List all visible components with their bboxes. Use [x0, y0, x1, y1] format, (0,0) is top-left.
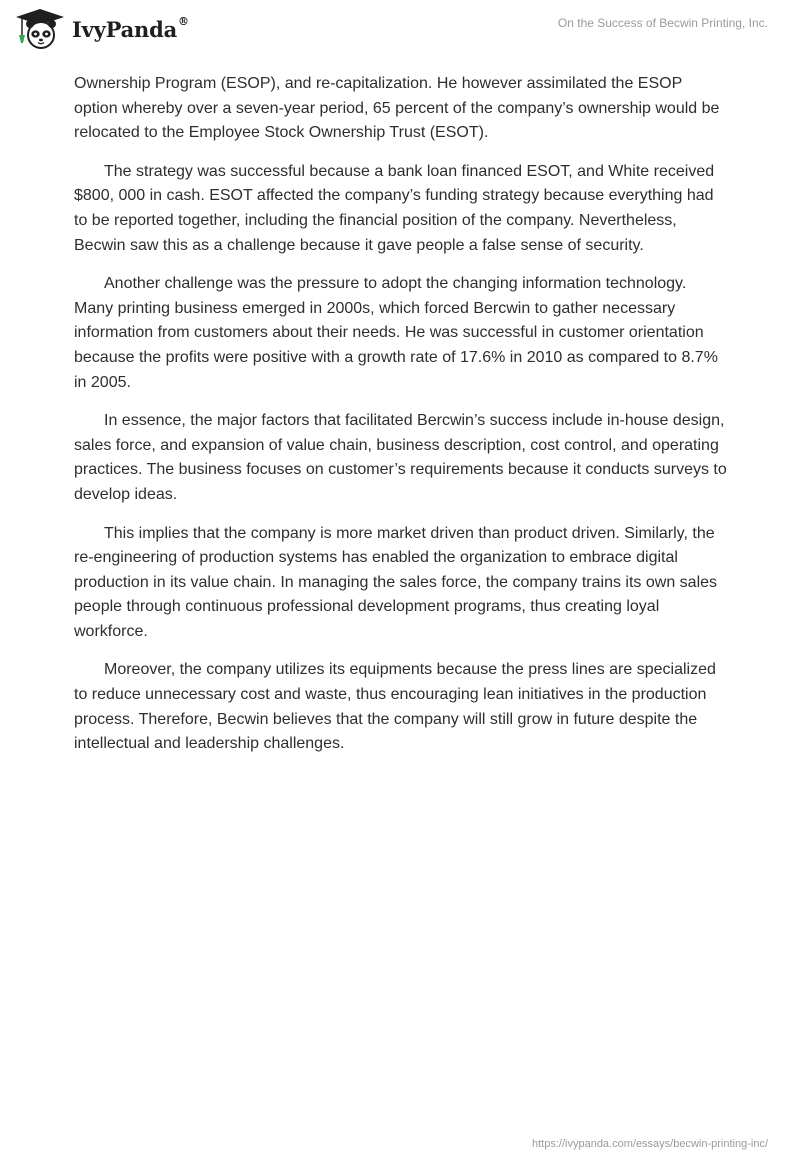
- brand-name: IvyPanda®: [72, 14, 189, 42]
- paragraph: The strategy was successful because a bank loan financed ESOT, and White received $800, 000 in cash. ESOT affected the company’s funding strategy because everything had to be reported together, including the financial position of the company. Nevertheless, Becwin saw this as a challenge because it gave people a false sense of security.: [74, 162, 715, 254]
- paragraph: Ownership Program (ESOP), and re-capitalization. He however assimilated the ESOP option whereby over a seven-year period, 65 percent of the company’s ownership would be relocated to the Employee Stock Ownership Trust (ESOT).: [74, 75, 720, 142]
- paragraph: Another challenge was the pressure to adopt the changing information technology. Many printing business emerged in 2000s, which forced Bercwin to gather necessary information from customers about their needs. He was successful in customer orientation because the profits were positive with a growth rate of 17.6% in 2010 as compared to 8.7% in 2005.: [74, 275, 718, 391]
- paragraph: Moreover, the company utilizes its equipments because the press lines are specialized to reduce unnecessary cost and waste, thus encouraging lean initiatives in the production process. Therefore, Becwin believes that the company will still grow in future despite the intellectual and leadership challenges.: [74, 661, 716, 753]
- page-header: [0, 0, 800, 60]
- panda-graduate-icon: [14, 7, 66, 51]
- document-title: On the Success of Becwin Printing, Inc.: [557, 16, 768, 30]
- essay-body: [74, 72, 728, 771]
- ivypanda-logo[interactable]: [14, 7, 189, 51]
- paragraph: In essence, the major factors that facilitated Bercwin’s success include in-house design, sales force, and expansion of value chain, business description, cost control, and operating practices. The business focuses on customer’s requirements because it conducts surveys to develop ideas.: [74, 412, 727, 503]
- source-url-link[interactable]: https://ivypanda.com/essays/becwin-printing-inc/: [532, 1138, 768, 1150]
- paragraph: This implies that the company is more market driven than product driven. Similarly, the re-engineering of production systems has enabled the organization to embrace digital production in its value chain. In managing the sales force, the company trains its own sales people through continuous professional development programs, thus creating loyal workforce.: [74, 524, 718, 640]
